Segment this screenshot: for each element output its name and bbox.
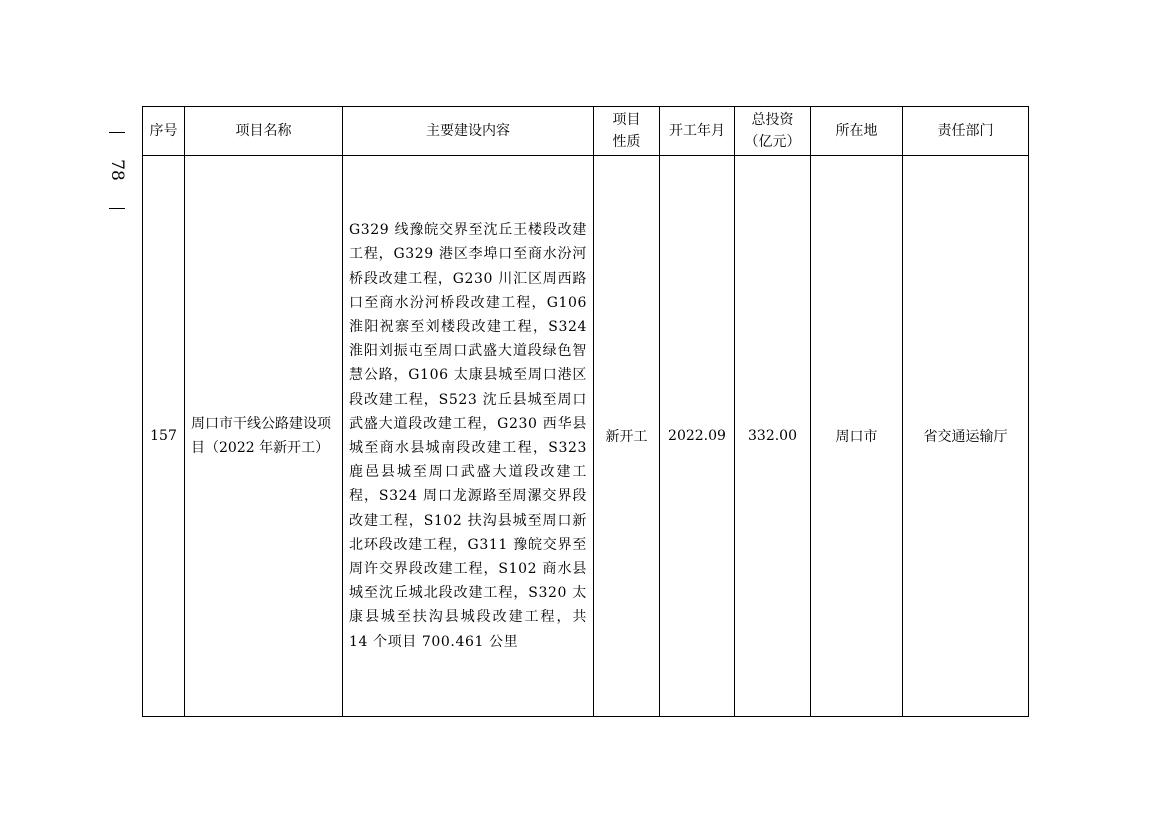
header-department: 责任部门 [903, 107, 1029, 156]
cell-start: 2022.09 [660, 156, 735, 717]
header-nature-line2: 性质 [612, 134, 641, 150]
header-investment-line2: （亿元） [744, 134, 801, 150]
cell-name: 周口市干线公路建设项目（2022 年新开工） [185, 156, 343, 717]
header-nature-line1: 项目 [612, 112, 641, 128]
cell-nature: 新开工 [594, 156, 660, 717]
cell-location: 周口市 [811, 156, 903, 717]
header-investment-line1: 总投资 [751, 112, 794, 128]
page-number: 78 [107, 159, 127, 181]
header-name: 项目名称 [185, 107, 343, 156]
header-investment [735, 107, 811, 156]
cell-content: G329 线豫皖交界至沈丘王楼段改建工程，G329 港区李埠口至商水汾河桥段改建工程，G230 川汇区周西路口至商水汾河桥段改建工程，G106 淮阳祝寨至刘楼段改建工程，S324 淮阳刘振屯至周口武盛大道段绿色智慧公路，G106 太康县城至周口港区段改建工程，S523 沈丘县城至周口武盛大道段改建工程，G230 西华县城至商水县城南段改建工程，S323 鹿邑县城至周口武盛大道段改建工程，S324 周口龙源路至周漯交界段改建工程，S102 扶沟县城至周口新北环段改建工程，G311 豫皖交界至周许交界段改建工程，S102 商水县城至沈丘城北段改建工程，S320 太康县城至扶沟县城段改建工程，共 14 个项目 700.461 公里 [343, 156, 594, 717]
table-header-row [143, 107, 1029, 156]
table-row [143, 156, 1029, 717]
cell-seq: 157 [143, 156, 185, 717]
header-location: 所在地 [811, 107, 903, 156]
page-number-dash-bottom [109, 208, 125, 209]
header-start: 开工年月 [660, 107, 735, 156]
header-content: 主要建设内容 [343, 107, 594, 156]
project-table [142, 106, 1029, 717]
cell-investment: 332.00 [735, 156, 811, 717]
header-nature [594, 107, 660, 156]
cell-department: 省交通运输厅 [903, 156, 1029, 717]
page-number-dash-top [109, 132, 125, 133]
page-number-area [103, 120, 131, 220]
header-seq: 序号 [143, 107, 185, 156]
